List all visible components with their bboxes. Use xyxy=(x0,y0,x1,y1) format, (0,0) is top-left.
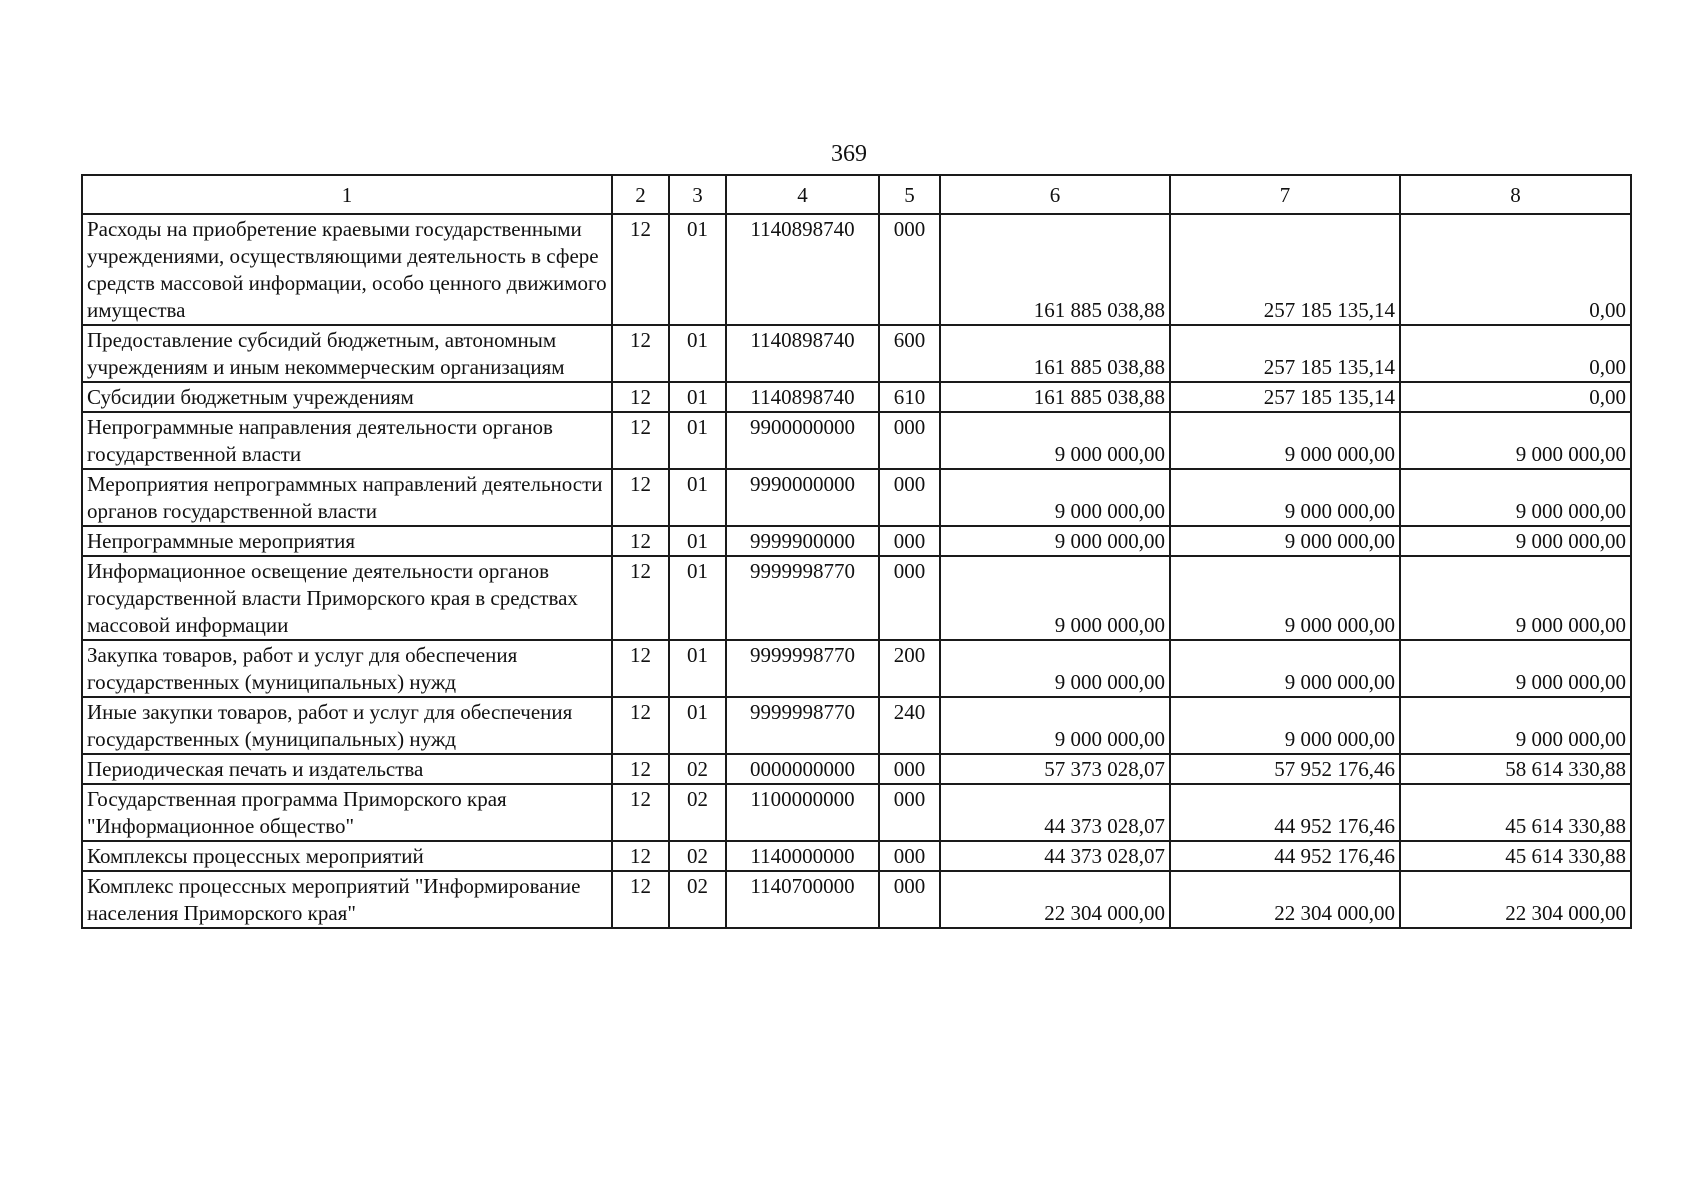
amount-cell: 22 304 000,00 xyxy=(1170,871,1400,928)
expense-type-code-cell: 200 xyxy=(879,640,940,697)
amount-cell: 9 000 000,00 xyxy=(1400,697,1631,754)
subsection-code-cell: 01 xyxy=(669,697,726,754)
row-name-cell: Мероприятия непрограммных направлений деятельности органов государственной власти xyxy=(82,469,612,526)
row-name-cell: Иные закупки товаров, работ и услуг для обеспечения государственных (муниципальных) нужд xyxy=(82,697,612,754)
amount-cell: 9 000 000,00 xyxy=(1400,412,1631,469)
section-code-cell: 12 xyxy=(612,871,669,928)
expense-type-code-cell: 000 xyxy=(879,754,940,784)
amount-cell: 0,00 xyxy=(1400,214,1631,325)
subsection-code-cell: 01 xyxy=(669,412,726,469)
budget-table xyxy=(81,174,1632,929)
subsection-code-cell: 01 xyxy=(669,469,726,526)
amount-cell: 9 000 000,00 xyxy=(940,469,1170,526)
section-code-cell: 12 xyxy=(612,214,669,325)
column-header: 6 xyxy=(940,175,1170,214)
target-item-code-cell: 9999998770 xyxy=(726,640,879,697)
expense-type-code-cell: 000 xyxy=(879,841,940,871)
amount-cell: 44 952 176,46 xyxy=(1170,784,1400,841)
target-item-code-cell: 1140898740 xyxy=(726,214,879,325)
amount-cell: 9 000 000,00 xyxy=(940,640,1170,697)
row-name-cell: Государственная программа Приморского края "Информационное общество" xyxy=(82,784,612,841)
amount-cell: 9 000 000,00 xyxy=(940,697,1170,754)
table-row xyxy=(82,754,1631,784)
table-row xyxy=(82,841,1631,871)
amount-cell: 44 373 028,07 xyxy=(940,841,1170,871)
target-item-code-cell: 1140898740 xyxy=(726,325,879,382)
table-row xyxy=(82,382,1631,412)
row-name-cell: Предоставление субсидий бюджетным, автономным учреждениям и иным некоммерческим организациям xyxy=(82,325,612,382)
amount-cell: 45 614 330,88 xyxy=(1400,841,1631,871)
subsection-code-cell: 02 xyxy=(669,871,726,928)
amount-cell: 9 000 000,00 xyxy=(940,412,1170,469)
amount-cell: 44 952 176,46 xyxy=(1170,841,1400,871)
expense-type-code-cell: 000 xyxy=(879,469,940,526)
column-header: 5 xyxy=(879,175,940,214)
section-code-cell: 12 xyxy=(612,784,669,841)
row-name-cell: Комплексы процессных мероприятий xyxy=(82,841,612,871)
target-item-code-cell: 1140700000 xyxy=(726,871,879,928)
expense-type-code-cell: 000 xyxy=(879,784,940,841)
table-row xyxy=(82,412,1631,469)
subsection-code-cell: 01 xyxy=(669,526,726,556)
target-item-code-cell: 9990000000 xyxy=(726,469,879,526)
amount-cell: 22 304 000,00 xyxy=(1400,871,1631,928)
table-row xyxy=(82,784,1631,841)
amount-cell: 9 000 000,00 xyxy=(1400,556,1631,640)
amount-cell: 161 885 038,88 xyxy=(940,325,1170,382)
section-code-cell: 12 xyxy=(612,325,669,382)
header-row xyxy=(82,175,1631,214)
target-item-code-cell: 9900000000 xyxy=(726,412,879,469)
subsection-code-cell: 01 xyxy=(669,382,726,412)
section-code-cell: 12 xyxy=(612,754,669,784)
amount-cell: 257 185 135,14 xyxy=(1170,214,1400,325)
row-name-cell: Комплекс процессных мероприятий "Информирование населения Приморского края" xyxy=(82,871,612,928)
section-code-cell: 12 xyxy=(612,841,669,871)
table-row xyxy=(82,640,1631,697)
amount-cell: 257 185 135,14 xyxy=(1170,325,1400,382)
amount-cell: 9 000 000,00 xyxy=(1170,697,1400,754)
target-item-code-cell: 1100000000 xyxy=(726,784,879,841)
row-name-cell: Непрограммные мероприятия xyxy=(82,526,612,556)
expense-type-code-cell: 000 xyxy=(879,556,940,640)
amount-cell: 9 000 000,00 xyxy=(1170,640,1400,697)
amount-cell: 9 000 000,00 xyxy=(1170,469,1400,526)
expense-type-code-cell: 000 xyxy=(879,214,940,325)
amount-cell: 9 000 000,00 xyxy=(940,526,1170,556)
section-code-cell: 12 xyxy=(612,382,669,412)
amount-cell: 9 000 000,00 xyxy=(1170,412,1400,469)
expense-type-code-cell: 000 xyxy=(879,412,940,469)
subsection-code-cell: 02 xyxy=(669,784,726,841)
amount-cell: 45 614 330,88 xyxy=(1400,784,1631,841)
subsection-code-cell: 01 xyxy=(669,214,726,325)
row-name-cell: Расходы на приобретение краевыми государственными учреждениями, осуществляющими деятельность в сфере средств массовой информации, особо ценного движимого имущества xyxy=(82,214,612,325)
expense-type-code-cell: 610 xyxy=(879,382,940,412)
expense-type-code-cell: 000 xyxy=(879,871,940,928)
column-header: 3 xyxy=(669,175,726,214)
page-number: 369 xyxy=(831,141,867,167)
target-item-code-cell: 1140000000 xyxy=(726,841,879,871)
table-row xyxy=(82,871,1631,928)
row-name-cell: Периодическая печать и издательства xyxy=(82,754,612,784)
section-code-cell: 12 xyxy=(612,526,669,556)
amount-cell: 257 185 135,14 xyxy=(1170,382,1400,412)
expense-type-code-cell: 600 xyxy=(879,325,940,382)
target-item-code-cell: 0000000000 xyxy=(726,754,879,784)
column-header: 1 xyxy=(82,175,612,214)
column-header: 4 xyxy=(726,175,879,214)
table-row xyxy=(82,325,1631,382)
table-row xyxy=(82,526,1631,556)
table-body xyxy=(82,214,1631,928)
amount-cell: 58 614 330,88 xyxy=(1400,754,1631,784)
subsection-code-cell: 01 xyxy=(669,640,726,697)
target-item-code-cell: 9999998770 xyxy=(726,697,879,754)
row-name-cell: Субсидии бюджетным учреждениям xyxy=(82,382,612,412)
row-name-cell: Закупка товаров, работ и услуг для обеспечения государственных (муниципальных) нужд xyxy=(82,640,612,697)
amount-cell: 22 304 000,00 xyxy=(940,871,1170,928)
section-code-cell: 12 xyxy=(612,640,669,697)
amount-cell: 9 000 000,00 xyxy=(1400,640,1631,697)
target-item-code-cell: 1140898740 xyxy=(726,382,879,412)
table-row xyxy=(82,556,1631,640)
table-row xyxy=(82,214,1631,325)
subsection-code-cell: 02 xyxy=(669,754,726,784)
amount-cell: 9 000 000,00 xyxy=(1400,526,1631,556)
amount-cell: 57 373 028,07 xyxy=(940,754,1170,784)
amount-cell: 0,00 xyxy=(1400,382,1631,412)
row-name-cell: Информационное освещение деятельности органов государственной власти Приморского края в средствах массовой информации xyxy=(82,556,612,640)
amount-cell: 161 885 038,88 xyxy=(940,382,1170,412)
amount-cell: 9 000 000,00 xyxy=(940,556,1170,640)
subsection-code-cell: 02 xyxy=(669,841,726,871)
amount-cell: 9 000 000,00 xyxy=(1170,556,1400,640)
row-name-cell: Непрограммные направления деятельности органов государственной власти xyxy=(82,412,612,469)
table-row xyxy=(82,697,1631,754)
column-header: 8 xyxy=(1400,175,1631,214)
subsection-code-cell: 01 xyxy=(669,556,726,640)
column-header: 7 xyxy=(1170,175,1400,214)
table-row xyxy=(82,469,1631,526)
amount-cell: 57 952 176,46 xyxy=(1170,754,1400,784)
section-code-cell: 12 xyxy=(612,412,669,469)
amount-cell: 9 000 000,00 xyxy=(1170,526,1400,556)
expense-type-code-cell: 240 xyxy=(879,697,940,754)
section-code-cell: 12 xyxy=(612,697,669,754)
target-item-code-cell: 9999900000 xyxy=(726,526,879,556)
expense-type-code-cell: 000 xyxy=(879,526,940,556)
target-item-code-cell: 9999998770 xyxy=(726,556,879,640)
amount-cell: 0,00 xyxy=(1400,325,1631,382)
section-code-cell: 12 xyxy=(612,469,669,526)
column-header: 2 xyxy=(612,175,669,214)
section-code-cell: 12 xyxy=(612,556,669,640)
amount-cell: 44 373 028,07 xyxy=(940,784,1170,841)
amount-cell: 161 885 038,88 xyxy=(940,214,1170,325)
subsection-code-cell: 01 xyxy=(669,325,726,382)
amount-cell: 9 000 000,00 xyxy=(1400,469,1631,526)
